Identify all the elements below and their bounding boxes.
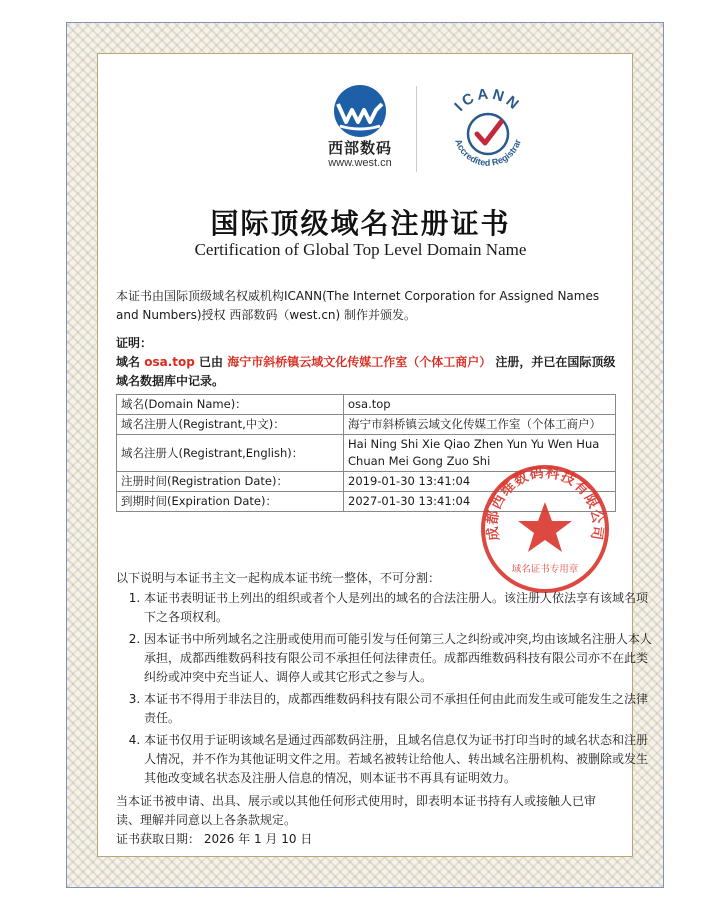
table-value: 2027-01-30 13:41:04	[344, 492, 616, 512]
icann-bottom-text: Accredited Registrar	[453, 137, 523, 168]
table-key: 域名注册人(Registrant,English)：	[117, 435, 344, 472]
certify-mid: 已由	[199, 355, 224, 369]
table-key: 域名(Domain Name)：	[117, 395, 344, 415]
certify-registrant: 海宁市斜桥镇云域文化传媒工作室（个体工商户）	[227, 355, 492, 369]
terms-intro: 以下说明与本证书主文一起构成本证书统一整体，不可分割：	[116, 571, 441, 585]
certify-domain: osa.top	[144, 355, 195, 369]
seal-purpose-text: 域名证书专用章	[511, 564, 579, 575]
logo-divider	[416, 86, 417, 172]
icann-top-text: ICANN	[451, 85, 525, 115]
svg-text:ICANN	[451, 86, 524, 115]
table-row	[117, 415, 616, 435]
certify-label: 证明：	[116, 336, 153, 350]
seal-star-icon	[518, 502, 572, 552]
checkmark-icon	[477, 122, 501, 143]
icann-accredited-badge	[439, 82, 537, 180]
brand-url: www.west.cn	[328, 157, 392, 169]
list-item: 4. 本证书仅用于证明该域名是通过西部数码注册，且域名信息仅为证书打印当时的域名状态和注册人情况，并不作为其他证明文件之用。若域名被转让给他人、转出域名注册机构、被删除或发生其他改变域名状态及注册人信息的情况，则本证书不再具有证明效力。	[144, 731, 654, 788]
west-logo-icon	[330, 84, 390, 138]
intro-paragraph: 本证书由国际顶级域名权威机构ICANN(The Internet Corporation for Assigned Names and Numbers)授权 西部数码（west.cn) 制作并颁发。	[116, 289, 600, 322]
list-item: 3. 本证书不得用于非法目的，成都西维数码科技有限公司不承担任何由此而发生或可能发生之法律责任。	[144, 690, 654, 728]
table-key: 注册时间(Registration Date)：	[117, 472, 344, 492]
terms-list	[116, 589, 654, 791]
title-chinese: 国际顶级域名注册证书	[210, 207, 511, 240]
issue-date: 证书获取日期： 2026 年 1 月 10 日	[116, 832, 313, 846]
list-item: 2. 因本证书中所列域名之注册或使用而可能引发与任何第三人之纠纷或冲突,均由该域名注册人本人承担，成都西维数码科技有限公司不承担任何法律责任。成都西维数码科技有限公司亦不在此类纠纷或冲突中充当证人、调停人或其它形式之参与人。	[144, 630, 654, 687]
table-value: 海宁市斜桥镇云域文化传媒工作室（个体工商户）	[344, 415, 616, 435]
table-key: 到期时间(Expiration Date)：	[117, 492, 344, 512]
closing-paragraph: 当本证书被申请、出具、展示或以其他任何形式使用时，即表明本证书持有人或接触人已审读、理解并同意以上各条款规定。	[116, 794, 597, 827]
table-value: osa.top	[344, 395, 616, 415]
table-key: 域名注册人(Registrant,中文)：	[117, 415, 344, 435]
certify-prefix: 域名	[116, 355, 141, 369]
brand-name: 西部数码	[327, 139, 392, 157]
title-english: Certification of Global Top Level Domain Name	[194, 240, 527, 259]
table-row	[117, 395, 616, 415]
west-logo	[325, 84, 395, 176]
certify-suffix: 注册，并已在国际顶级域名数据库中记录。	[116, 355, 616, 388]
table-value: 2019-01-30 13:41:04	[344, 472, 616, 492]
table-value: Hai Ning Shi Xie Qiao Zhen Yun Yu Wen Hua Chuan Mei Gong Zuo Shi	[344, 435, 616, 472]
seal-company-text: 成都西维数码科技有限公司	[484, 464, 606, 542]
list-item: 1. 本证书表明证书上列出的组织或者个人是列出的域名的合法注册人。该注册人依法享有该域名项下之各项权利。	[144, 589, 654, 627]
certify-statement	[116, 353, 618, 391]
